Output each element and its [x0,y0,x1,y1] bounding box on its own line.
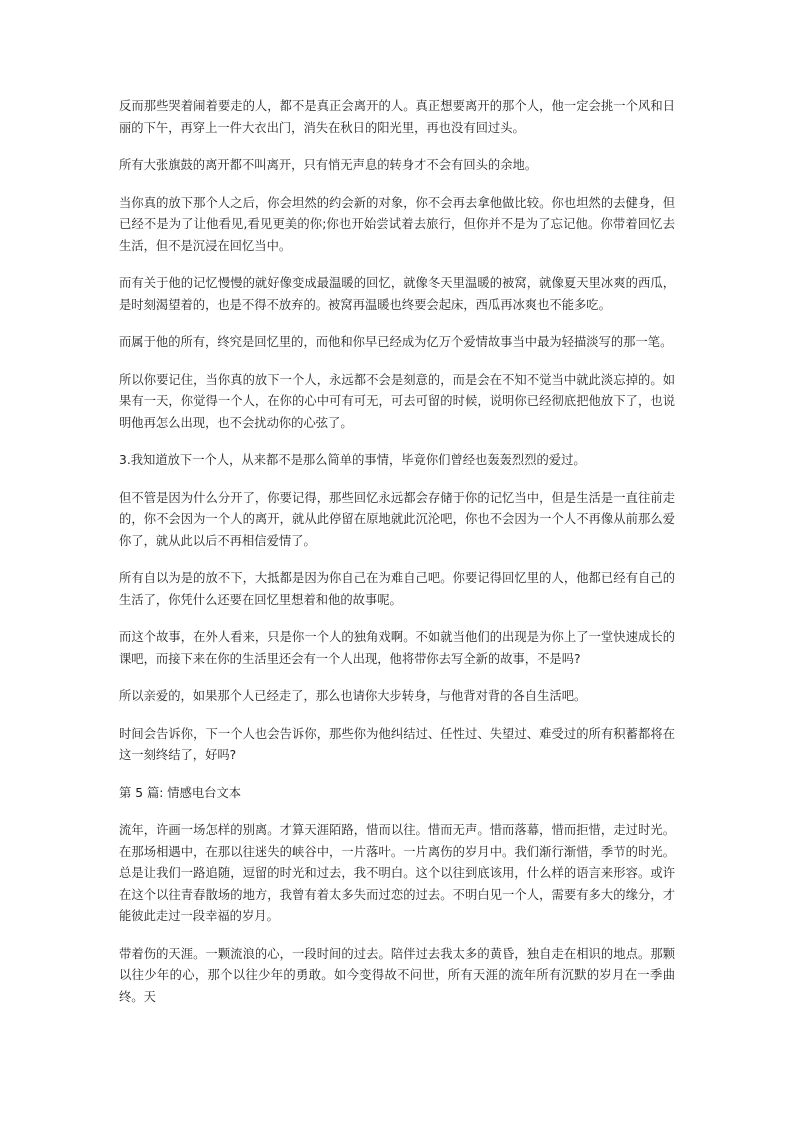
paragraph-12: 时间会告诉你，下一个人也会告诉你，那些你为他纠结过、任性过、失望过、难受过的所有积蓄都将在这一刻终结了，好吗? [119,726,675,762]
section-heading: 第 5 篇: 情感电台文本 [119,785,242,800]
paragraph-6: 所以你要记住，当你真的放下一个人，永远都不会是刻意的，而是会在不知不觉当中就此淡忘掉的。如果有一天，你觉得一个人，在你的心中可有可无，可去可留的时候，说明你已经彻底把他放下了，也说明他再怎么出现，也不会扰动你的心弦了。 [119,372,675,430]
paragraph-8: 但不管是因为什么分开了，你要记得，那些回忆永远都会存储于你的记忆当中，但是生活是一直往前走的，你不会因为一个人的离开，就从此停留在原地就此沉沦吧，你也不会因为一个人不再像从前那么爱你了，就从此以后不再相信爱情了。 [119,490,675,548]
paragraph-7: 3.我知道放下一个人，从来都不是那么简单的事情，毕竟你们曾经也轰轰烈烈的爱过。 [119,453,586,467]
paragraph-13: 流年，许画一场怎样的别离。才算天涯陌路，惜而以往。惜而无声。惜而落幕，惜而拒惜，走过时光。在那场相遇中，在那以往迷失的峡谷中，一片落叶。一片离伤的岁月中。我们渐行渐惜，季节的时光。总是让我们一路追随，逗留的时光和过去，我不明白。这个以往到底该用，什么样的语言来形容。或许在这个以往青春散场的地方，我曾有着太多失而过恋的过去。不明白见一个人，需要有多大的缘分，才能彼此走过一段幸福的岁月。 [119,823,675,923]
document-body [119,96,675,1024]
paragraph-1: 反而那些哭着闹着要走的人，都不是真正会离开的人。真正想要离开的那个人，他一定会挑一个风和日丽的下午，再穿上一件大衣出门，消失在秋日的阳光里，再也没有回过头。 [119,99,675,135]
paragraph-5: 而属于他的所有，终究是回忆里的，而他和你早已经成为亿万个爱情故事当中最为轻描淡写的那一笔。 [119,335,673,349]
paragraph-11: 所以亲爱的，如果那个人已经走了，那么也请你大步转身，与他背对背的各自生活吧。 [119,689,587,703]
paragraph-3: 当你真的放下那个人之后，你会坦然的约会新的对象，你不会再去拿他做比较。你也坦然的去健身，但已经不是为了让他看见,看见更美的你;你也开始尝试着去旅行，但你并不是为了忘记他。你带着回忆去生活，但不是沉浸在回忆当中。 [119,195,675,253]
paragraph-4: 而有关于他的记忆慢慢的就好像变成最温暖的回忆，就像冬天里温暖的被窝，就像夏天里冰爽的西瓜，是时刻渴望着的，也是不得不放弃的。被窝再温暖也终要会起床，西瓜再冰爽也不能多吃。 [119,276,675,312]
paragraph-2: 所有大张旗鼓的离开都不叫离开，只有悄无声息的转身才不会有回头的余地。 [119,158,538,172]
paragraph-9: 所有自以为是的放不下，大抵都是因为你自己在为难自己吧。你要记得回忆里的人，他都已经有自己的生活了，你凭什么还要在回忆里想着和他的故事呢。 [119,571,675,607]
paragraph-14: 带着伤的天涯。一颗流浪的心，一段时间的过去。陪伴过去我太多的黄昏，独自走在相识的地点。那颗以往少年的心，那个以往少年的勇敢。如今变得故不问世，所有天涯的流年所有沉默的岁月在一季曲终。天 [119,946,675,1004]
paragraph-10: 而这个故事，在外人看来，只是你一个人的独角戏啊。不如就当他们的出现是为你上了一堂快速成长的课吧，而接下来在你的生活里还会有一个人出现，他将带你去写全新的故事，不是吗? [119,630,675,666]
